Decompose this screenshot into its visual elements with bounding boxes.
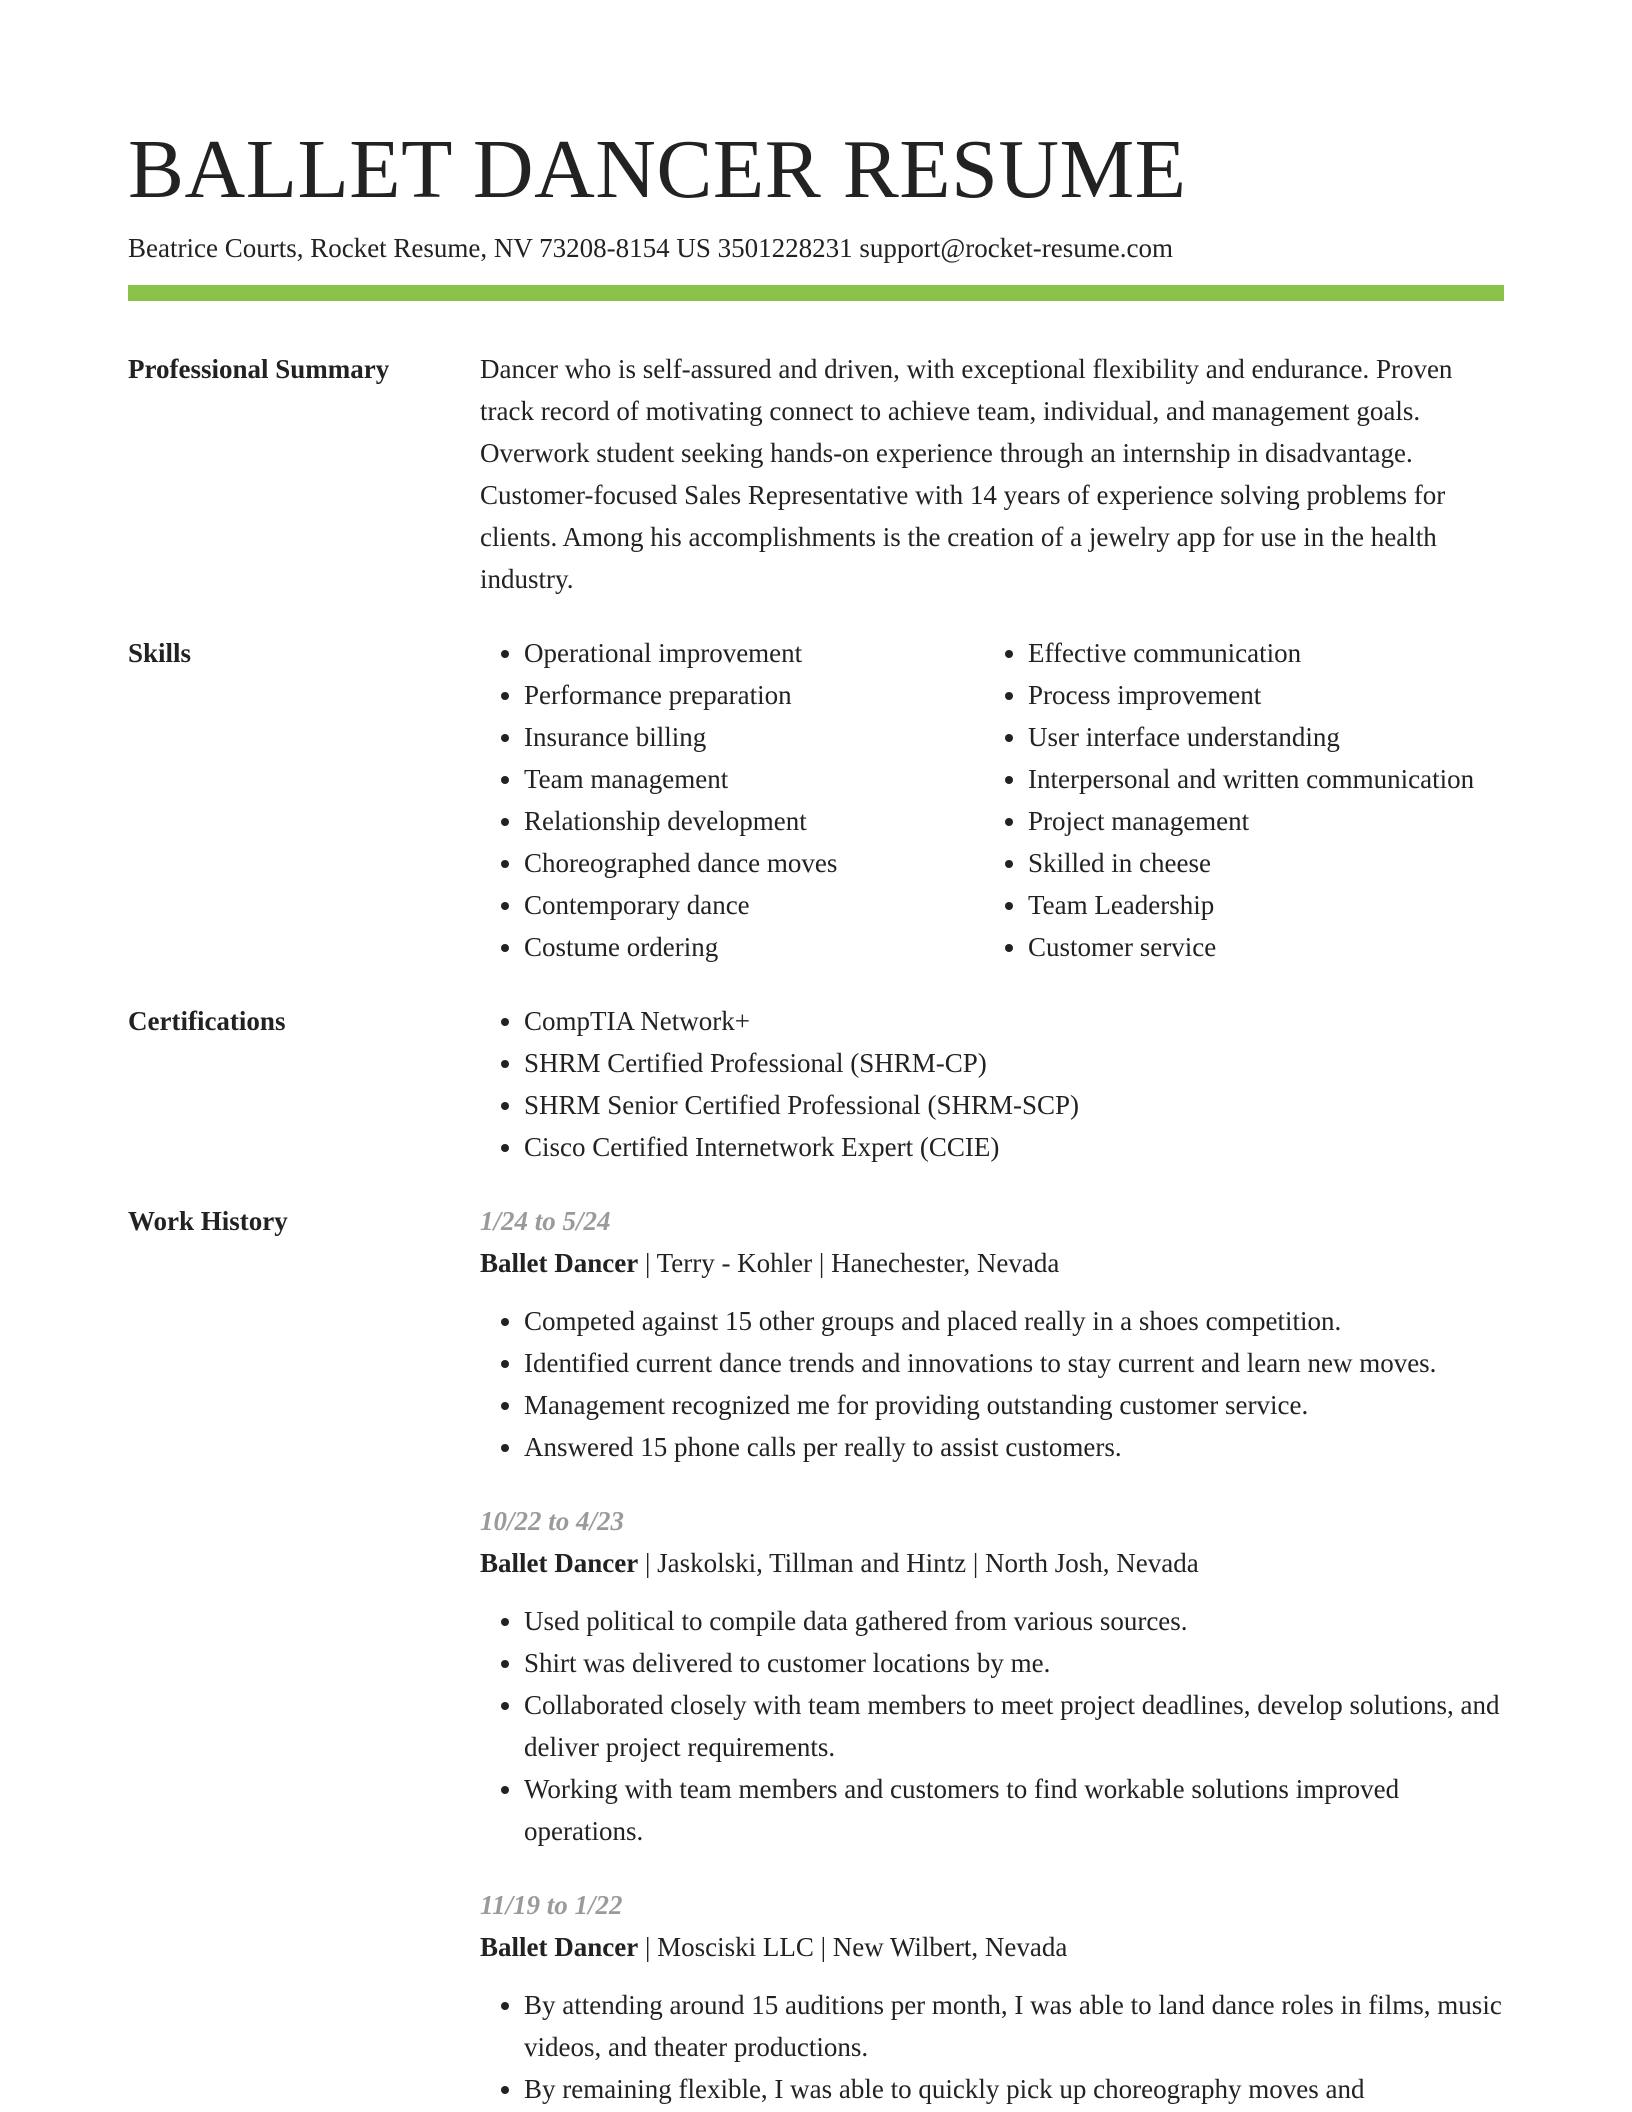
section-work-history: [128, 1200, 1504, 2110]
skill-item: • Customer service: [1028, 926, 1504, 968]
job-entry: [480, 1200, 1504, 1468]
job-bullets: [480, 1600, 1504, 1852]
job-details: | Terry - Kohler | Hanechester, Nevada: [638, 1248, 1060, 1278]
job-bullet: • By remaining flexible, I was able to quickly pick up choreography moves and: [524, 2068, 1504, 2110]
section-heading: Professional Summary: [128, 354, 390, 384]
certification-item: • Cisco Certified Internetwork Expert (CCIE): [524, 1126, 1504, 1168]
job-bullet: • Competed against 15 other groups and placed really in a shoes competition.: [524, 1300, 1504, 1342]
job-bullet: • Management recognized me for providing outstanding customer service.: [524, 1384, 1504, 1426]
job-dates: 11/19 to 1/22: [480, 1890, 623, 1920]
section-body: [480, 1200, 1504, 2110]
skill-item: • Choreographed dance moves: [524, 842, 984, 884]
job-heading-line: [480, 1926, 1504, 1968]
skill-item: • Project management: [1028, 800, 1504, 842]
job-spacer: [480, 1468, 1504, 1500]
section-skills: [128, 632, 1504, 968]
job-entry: [480, 1500, 1504, 1852]
job-bullet: • Identified current dance trends and innovations to stay current and learn new moves.: [524, 1342, 1504, 1384]
skill-item: • Contemporary dance: [524, 884, 984, 926]
job-entry: [480, 1884, 1504, 2110]
certification-item: • SHRM Senior Certified Professional (SHRM-SCP): [524, 1084, 1504, 1126]
skills-list-right: [984, 632, 1504, 968]
section-spacer: [128, 968, 1504, 1000]
job-bullet: • Shirt was delivered to customer locations by me.: [524, 1642, 1504, 1684]
job-bullets: [480, 1300, 1504, 1468]
section-certifications: [128, 1000, 1504, 1168]
section-spacer: [128, 1168, 1504, 1200]
job-bullet: • Answered 15 phone calls per really to assist customers.: [524, 1426, 1504, 1468]
section-heading: Skills: [128, 638, 192, 668]
job-details: | Mosciski LLC | New Wilbert, Nevada: [638, 1932, 1068, 1962]
skill-item: • Skilled in cheese: [1028, 842, 1504, 884]
skill-item: • Effective communication: [1028, 632, 1504, 674]
resume-content: [128, 348, 1504, 2110]
certification-item: • CompTIA Network+: [524, 1000, 1504, 1042]
skill-item: • Process improvement: [1028, 674, 1504, 716]
skill-item: • Performance preparation: [524, 674, 984, 716]
job-title: Ballet Dancer: [480, 1548, 639, 1578]
section-professional-summary: [128, 348, 1504, 600]
skill-item: • User interface understanding: [1028, 716, 1504, 758]
skills-list-left: [480, 632, 984, 968]
job-bullet: • By attending around 15 auditions per month, I was able to land dance roles in films, music videos, and theater productions.: [524, 1984, 1504, 2068]
section-heading: Work History: [128, 1206, 288, 1236]
skill-item: • Relationship development: [524, 800, 984, 842]
skills-column-left: [480, 632, 984, 968]
skill-item: • Costume ordering: [524, 926, 984, 968]
section-heading: Certifications: [128, 1006, 286, 1036]
summary-text: Dancer who is self-assured and driven, with exceptional flexibility and endurance. Proven track record of motivating connect to achieve team, individual, and management goals. Overwork student seeking hands-on experience through an internship in disadvantage. Customer-focused Sales Representative with 14 years of experience solving problems for clients. Among his accomplishments is the creation of a jewelry app for use in the health industry.: [480, 354, 1453, 594]
accent-divider: [128, 285, 1504, 301]
job-bullet: • Used political to compile data gathered from various sources.: [524, 1600, 1504, 1642]
job-title: Ballet Dancer: [480, 1248, 639, 1278]
job-bullet: • Collaborated closely with team members to meet project deadlines, develop solutions, and deliver project requirements.: [524, 1684, 1504, 1768]
job-dates: 1/24 to 5/24: [480, 1206, 611, 1236]
skills-column-right: [984, 632, 1504, 968]
skills-columns: [480, 632, 1504, 968]
contact-line: Beatrice Courts, Rocket Resume, NV 73208-8154 US 3501228231 support@rocket-resume.com: [128, 233, 1173, 263]
job-spacer: [480, 1852, 1504, 1884]
section-body: [480, 348, 1504, 600]
resume-title: BALLET DANCER RESUME: [128, 123, 1187, 216]
certification-item: • SHRM Certified Professional (SHRM-CP): [524, 1042, 1504, 1084]
section-spacer: [128, 600, 1504, 632]
job-details: | Jaskolski, Tillman and Hintz | North Josh, Nevada: [638, 1548, 1199, 1578]
job-bullets: [480, 1984, 1504, 2110]
section-body: [480, 1000, 1504, 1168]
certifications-list: [480, 1000, 1504, 1168]
skill-item: • Team Leadership: [1028, 884, 1504, 926]
skill-item: • Team management: [524, 758, 984, 800]
skill-item: • Interpersonal and written communication: [1028, 758, 1504, 800]
job-heading-line: [480, 1542, 1504, 1584]
skill-item: • Operational improvement: [524, 632, 984, 674]
job-bullet: • Working with team members and customers to find workable solutions improved operations.: [524, 1768, 1504, 1852]
job-dates: 10/22 to 4/23: [480, 1506, 625, 1536]
job-heading-line: [480, 1242, 1504, 1284]
job-title: Ballet Dancer: [480, 1932, 639, 1962]
skill-item: • Insurance billing: [524, 716, 984, 758]
